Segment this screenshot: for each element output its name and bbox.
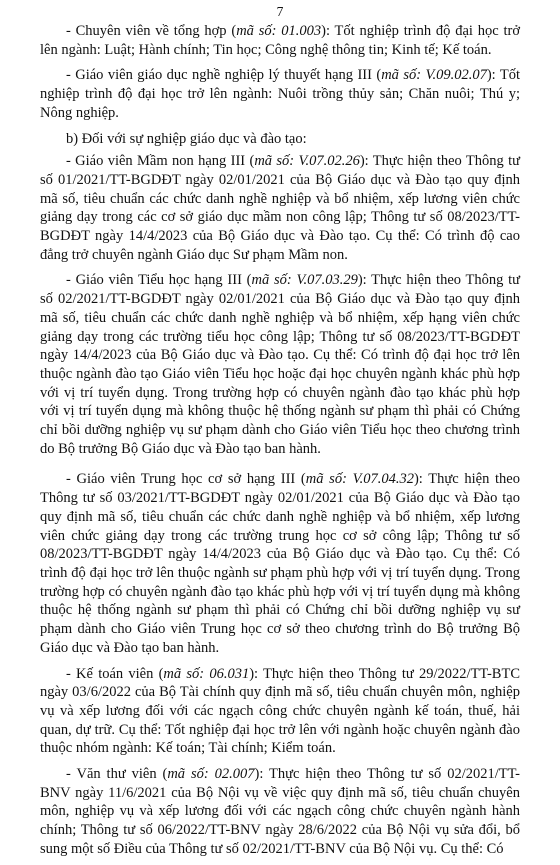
section-heading-giao-duc-dao-tao: b) Đối với sự nghiệp giáo dục và đào tạo: <box>66 130 307 147</box>
page-number: 7 <box>276 4 284 19</box>
paragraph-giao-vien-tieu-hoc: - Giáo viên Tiểu học hạng III (mã số: V.07.03.29): Thực hiện theo Thông tư số 02/2021/TT-BGDĐT ngày 02/01/2021 của Bộ Giáo dục và Đào tạo quy định mã số, tiêu chuẩn các chức danh nghề nghiệp và bổ nhiệm, xếp hạng viên chức giảng dạy trong các trường tiểu học công lập; Thông tư số 08/2023/TT-BGDĐT ngày 14/4/2023 của Bộ Giáo dục và Đào tạo. Cụ thể: Có trình độ đại học trở lên thuộc ngành đào tạo Giáo viên Tiểu học hoặc đại học chuyên ngành khác phù hợp với vị trí tuyển dụng. Trong trường hợp có chuyên ngành đào tạo khác phù hợp với vị trí tuyển dụng mà không thuộc hệ thống ngành sư phạm thì phải có Chứng chỉ bồi dưỡng nghiệp vụ sư phạm dành cho Giáo viên Tiểu học theo chương trình do Bộ trưởng Bộ Giáo dục và Đào tạo ban hành. <box>40 272 521 457</box>
paragraph-giao-vien-trung-hoc-co-so: - Giáo viên Trung học cơ sở hạng III (mã số: V.07.04.32): Thực hiện theo Thông tư số 03/2021/TT-BGDĐT ngày 02/01/2021 của Bộ Giáo dục và Đào tạo quy định mã số, tiêu chuẩn các chức danh nghề nghiệp và bổ nhiệm, xếp lương viên chức giảng dạy trong các trường trung học cơ sở công lập; Thông tư số 08/2023/TT-BGDĐT ngày 14/4/2023 của Bộ Giáo dục và Đào tạo. Cụ thể: Có trình độ đại học trở lên thuộc ngành sư phạm phù hợp với vị trí tuyển dụng. Trong trường hợp có chuyên ngành đào tạo khác phù hợp với vị trí tuyển dụng mà không thuộc hệ thống ngành sư phạm thì phải có Chứng chỉ bồi dưỡng nghiệp vụ sư phạm dành cho Giáo viên Trung học cơ sở theo chương trình do Bộ trưởng Bộ Giáo dục và Đào tạo ban hành. <box>40 471 520 656</box>
position-code: mã số: V.09.02.07 <box>381 67 487 84</box>
position-code: mã số: 06.031 <box>163 665 250 682</box>
paragraph-ke-toan-vien: - Kế toán viên (mã số: 06.031): Thực hiện theo Thông tư 29/2022/TT-BTC ngày 03/6/2022 của Bộ Tài chính quy định mã số, tiêu chuẩn chuyên môn, nghiệp vụ và xếp lương đối với các ngạch công chức chuyên ngành kế toán, thuế, hải quan, dự trữ. Cụ thể: Tốt nghiệp đại học trở lên với ngành hoặc chuyên ngành đào thuộc nhóm ngành: Kế toán; Tài chính; Kiểm toán. <box>40 665 520 757</box>
document-body <box>40 22 520 859</box>
position-code: mã số: V.07.02.26 <box>254 153 360 170</box>
paragraph-giao-vien-giao-duc-nghe-nghiep: - Giáo viên giáo dục nghề nghiệp lý thuyết hạng III (mã số: V.09.02.07): Tốt nghiệp trình độ đại học trở lên ngành: Nuôi trồng thủy sản; Chăn nuôi; Thú y; Nông nghiệp. <box>40 67 520 121</box>
paragraph-van-thu-vien: - Văn thư viên (mã số: 02.007): Thực hiện theo Thông tư số 02/2021/TT-BNV ngày 11/6/2021 của Bộ Nội vụ về việc quy định mã số, tiêu chuẩn chuyên môn, nghiệp vụ và xếp lương đối với các ngạch công chức chuyên ngành hành chính; Thông tư số 06/2022/TT-BNV ngày 28/6/2022 của Bộ Nội vụ sửa đổi, bổ sung một số Điều của Thông tư số 02/2021/TT-BNV của Bộ Nội vụ. Cụ thể: Có <box>40 766 520 857</box>
paragraph-chuyen-vien-tong-hop: - Chuyên viên về tổng hợp (mã số: 01.003): Tốt nghiệp trình độ đại học trở lên ngành: Luật; Hành chính; Tin học; Công nghệ thông tin; Kinh tế; Kế toán. <box>40 23 520 58</box>
position-code: mã số: V.07.03.29 <box>251 272 358 289</box>
position-code: mã số: 02.007 <box>167 766 255 783</box>
position-code: mã số: 01.003 <box>236 23 322 39</box>
position-code: mã số: V.07.04.32 <box>305 471 414 488</box>
paragraph-giao-vien-mam-non: - Giáo viên Mầm non hạng III (mã số: V.07.02.26): Thực hiện theo Thông tư số 01/2021/TT-BGDĐT ngày 02/01/2021 của Bộ Giáo dục và Đào tạo quy định mã số, tiêu chuẩn các chức danh nghề nghiệp và bổ nhiệm, xếp lương viên chức giảng dạy trong các cơ sở giáo dục mầm non công lập; Thông tư số 08/2023/TT-BGDĐT ngày 14/4/2023 của Bộ Giáo dục và Đào tạo. Cụ thể: Có trình độ cao đẳng trở chuyên ngành Giáo dục Sư phạm Mầm non. <box>40 153 520 263</box>
